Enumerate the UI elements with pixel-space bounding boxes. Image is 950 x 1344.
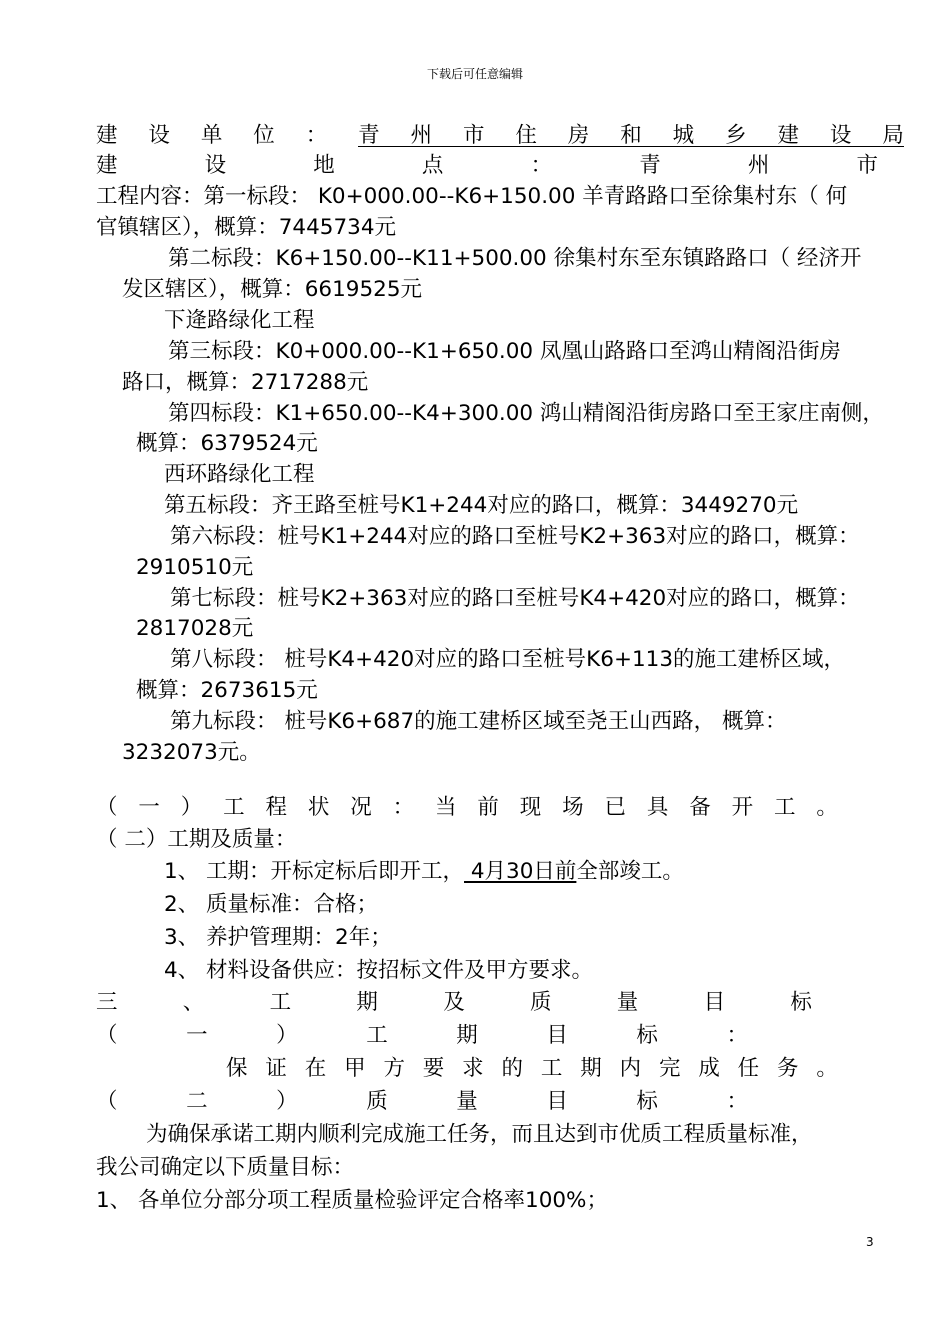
unit-char: 乡 <box>725 123 747 148</box>
period-target-char: ： <box>726 1023 748 1048</box>
period-target-text-char: 内 <box>619 1056 642 1081</box>
period-target-char: 目 <box>546 1023 568 1048</box>
period-item-4: 4、 材料设备供应：按招标文件及甲方要求。 <box>164 958 594 983</box>
content-line-14: 第七标段：桩号K2+363对应的路口至桩号K4+420对应的路口，概算： <box>170 586 860 611</box>
status-char: 现 <box>519 795 542 820</box>
period-target-char: 一 <box>186 1023 208 1048</box>
content-line-19: 3232073元。 <box>122 740 261 765</box>
unit-char: 建 <box>777 123 799 148</box>
status-char: 况 <box>350 795 372 820</box>
status-char: 状 <box>307 795 330 820</box>
content-line-4: 发区辖区），概算：6619525元 <box>122 277 423 302</box>
period-target-char: 工 <box>366 1023 388 1048</box>
unit-char: 设 <box>829 123 852 148</box>
quality-intro-line-1: 为确保承诺工期内顺利完成施工任务，而且达到市优质工程质量标准， <box>146 1122 813 1147</box>
quality-target-char: 量 <box>456 1089 478 1114</box>
period-item-1 <box>164 858 684 886</box>
unit-char: 设 <box>148 123 170 148</box>
section-3-char: 标 <box>790 990 812 1015</box>
period-target-char: 期 <box>456 1023 478 1048</box>
period-target-text-char: 方 <box>383 1056 405 1081</box>
section-3-char: 及 <box>443 990 465 1015</box>
status-char: 已 <box>604 795 627 820</box>
period-target-text-char: 保 <box>226 1056 248 1081</box>
unit-char: 城 <box>672 123 695 148</box>
unit-char: 单 <box>200 123 223 148</box>
page-header: 下载后可任意编辑 <box>426 67 523 81</box>
quality-target-char: 目 <box>546 1089 568 1114</box>
content-line-18: 第九标段： 桩号K6+687的施工建桥区域至尧王山西路， 概算： <box>170 709 787 734</box>
period-target-text <box>226 1055 838 1083</box>
location-char: 地 <box>313 153 335 178</box>
content-line-12: 第六标段：桩号K1+244对应的路口至桩号K2+363对应的路口，概算： <box>170 524 860 549</box>
content-line-16: 第八标段： 桩号K4+420对应的路口至桩号K6+113的施工建桥区域， <box>170 647 845 672</box>
status-char: （ <box>96 795 118 820</box>
content-line-7: 路口，概算：2717288元 <box>122 370 369 395</box>
content-line-9: 概算：6379524元 <box>136 431 318 456</box>
period-item-1-prefix: 1、 工期：开标定标后即开工， <box>164 859 465 884</box>
location-char: 州 <box>747 153 770 178</box>
quality-intro-line-2: 我公司确定以下质量目标： <box>96 1155 355 1180</box>
content-line-15: 2817028元 <box>136 616 254 641</box>
section-3-char: 期 <box>356 990 378 1015</box>
period-target-text-char: 甲 <box>344 1056 366 1081</box>
status-char: 场 <box>562 795 584 820</box>
period-target-text-char: 完 <box>658 1056 681 1081</box>
period-target-text-char: 任 <box>737 1056 760 1081</box>
period-target-char: 标 <box>636 1023 658 1048</box>
period-target-text-char: 要 <box>422 1056 445 1081</box>
status-char: ） <box>180 795 203 820</box>
unit-underline <box>358 146 904 147</box>
quality-target-char: 质 <box>366 1089 388 1114</box>
period-target-text-char: 在 <box>304 1056 327 1081</box>
period-target-heading <box>96 1022 748 1050</box>
unit-char: 房 <box>567 123 590 148</box>
period-target-text-char: 务 <box>777 1056 799 1081</box>
unit-char: 青 <box>358 123 380 148</box>
location-char: 建 <box>96 153 118 178</box>
location-char: 青 <box>639 153 661 178</box>
period-target-char: ） <box>276 1023 298 1048</box>
unit-char: 建 <box>96 123 118 148</box>
page-number: 3 <box>866 1235 874 1249</box>
unit-char: 位 <box>253 123 275 148</box>
period-quality-heading: （ 二）工期及质量： <box>96 827 297 852</box>
quality-target-heading <box>96 1088 748 1116</box>
content-line-17: 概算：2673615元 <box>136 678 318 703</box>
period-target-text-char: 的 <box>501 1056 524 1081</box>
period-target-text-char: 成 <box>698 1056 720 1081</box>
content-line-10: 西环路绿化工程 <box>164 462 315 487</box>
status-char: 当 <box>435 795 457 820</box>
quality-target-char: （ <box>96 1089 118 1114</box>
location-char: 设 <box>204 153 227 178</box>
status-char: 程 <box>265 795 288 820</box>
content-line-11: 第五标段：齐王路至桩号K1+244对应的路口，概算：3449270元 <box>164 493 799 518</box>
unit-char: 住 <box>515 123 537 148</box>
section-3-char: 量 <box>616 990 639 1015</box>
quality-item-1: 1、 各单位分部分项工程质量检验评定合格率100%； <box>96 1188 608 1213</box>
period-target-text-char: 求 <box>462 1056 484 1081</box>
quality-target-char: ） <box>276 1089 298 1114</box>
unit-char: 和 <box>620 123 642 148</box>
section-3-char: 、 <box>182 990 205 1015</box>
completion-date: 4月30日前 <box>464 859 577 884</box>
content-line-8: 第四标段：K1+650.00--K4+300.00 鸿山精阁沿街房路口至王家庄南侧， <box>168 401 884 426</box>
status-line <box>96 794 838 822</box>
section-3-char: 三 <box>96 990 118 1015</box>
location-char: 市 <box>856 153 878 178</box>
section-3-char: 质 <box>529 990 552 1015</box>
status-char: 具 <box>646 795 669 820</box>
period-item-3: 3、 养护管理期：2年； <box>164 925 392 950</box>
section-3-heading <box>96 989 812 1017</box>
status-char: ： <box>392 795 415 820</box>
content-line-13: 2910510元 <box>136 555 254 580</box>
status-char: 工 <box>223 795 245 820</box>
unit-char: 市 <box>462 123 485 148</box>
period-item-2: 2、 质量标准：合格； <box>164 892 379 917</box>
section-3-char: 目 <box>703 990 726 1015</box>
content-line-1: 工程内容：第一标段： K0+000.00--K6+150.00 羊青路路口至徐集村东（ 何 <box>96 184 848 209</box>
content-line-3: 第二标段：K6+150.00--K11+500.00 徐集村东至东镇路路口（ 经济开 <box>168 246 862 271</box>
period-item-1-suffix: 全部竣工。 <box>576 859 684 884</box>
quality-target-char: 标 <box>636 1089 658 1114</box>
period-target-text-char: 证 <box>265 1056 287 1081</box>
content-line-6: 第三标段：K0+000.00--K1+650.00 凤凰山路路口至鸿山精阁沿街房 <box>168 339 841 364</box>
content-line-5: 下逄路绿化工程 <box>164 308 315 333</box>
location-char: 点 <box>421 153 444 178</box>
status-char: 备 <box>689 795 711 820</box>
location-line <box>96 152 878 180</box>
content-line-2: 官镇辖区），概算：7445734元 <box>96 215 397 240</box>
status-char: 前 <box>477 795 499 820</box>
quality-target-char: 二 <box>186 1089 208 1114</box>
status-char: 工 <box>774 795 796 820</box>
section-3-char: 工 <box>269 990 292 1015</box>
period-target-text-char: 工 <box>540 1056 563 1081</box>
quality-target-char: ： <box>726 1089 748 1114</box>
period-target-text-char: 。 <box>816 1056 838 1081</box>
status-char: 。 <box>816 795 838 820</box>
status-char: 开 <box>731 795 754 820</box>
period-target-text-char: 期 <box>580 1056 602 1081</box>
status-char: 一 <box>138 795 160 820</box>
unit-char: 州 <box>410 123 433 148</box>
unit-char: 局 <box>882 123 904 148</box>
period-target-char: （ <box>96 1023 118 1048</box>
location-char: ： <box>530 153 553 178</box>
unit-char: ： <box>305 123 328 148</box>
